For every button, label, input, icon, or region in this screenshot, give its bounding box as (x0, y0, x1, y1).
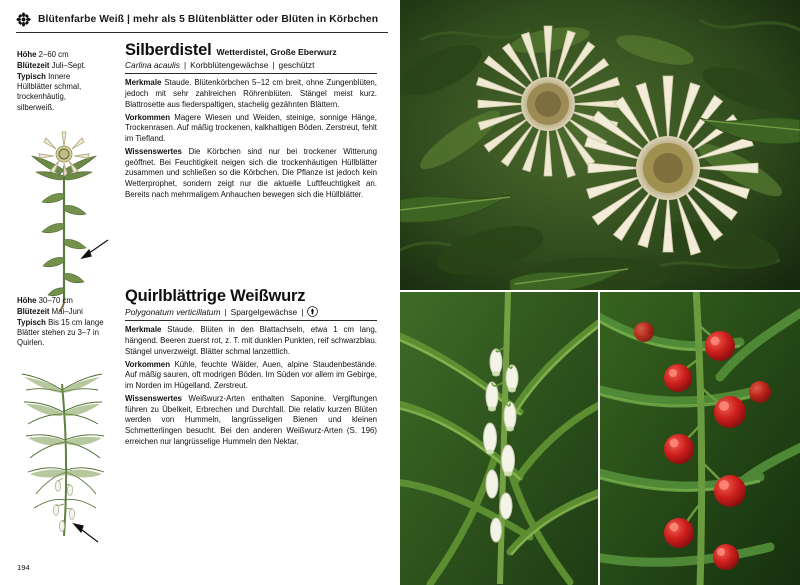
section-merkmale (125, 78, 377, 110)
page-header (16, 8, 388, 30)
fact-value-bluetezeit: Mai–Juni (51, 306, 83, 316)
header-title: Blütenfarbe Weiß | mehr als 5 Blütenblätter oder Blüten in Körbchen (38, 13, 379, 25)
section-wissenswertes (125, 394, 377, 447)
species-description (125, 42, 377, 203)
species-name-block (125, 42, 377, 59)
fact-value-typisch: Bis 15 cm lange Blätter stehen zu 3–7 in Quirlen. (17, 317, 104, 348)
separator: | (301, 306, 304, 317)
pointer-arrow (74, 524, 98, 542)
section-text: Staude. Blüten in den Blattachseln, etwa 1 cm lang, hängend. Beeren zuerst rot, z. T. mit dunklen Punkten, reif schwarzblau. Stängel unverzweigt. Blätter schmal lanzettlich. (125, 325, 377, 356)
fact-label-hoehe: Höhe (17, 50, 37, 59)
section-text: Kühle, feuchte Wälder, Auen, alpine Staudenbestände. Auf mäßig sauren, oft modrigen Böden. Im Süden vor allem im Gebirge, im Norden im Hügelland. Zerstreut. (125, 359, 377, 390)
species-family: Spargelgewächse (230, 306, 298, 317)
photo-weisswurz-berries (600, 292, 800, 585)
fact-value-bluetezeit: Juli–Sept. (51, 60, 86, 70)
fact-value-typisch: Innere Hüllblätter schmal, trockenhäutig, silberweiß. (17, 71, 82, 112)
fact-label-typisch: Typisch (17, 317, 46, 327)
fact-label-bluetezeit: Blütezeit (17, 306, 50, 316)
species-facts (17, 296, 105, 349)
section-label: Vorkommen (125, 112, 171, 122)
fact-label-bluetezeit: Blütezeit (17, 60, 50, 70)
photo-weisswurz-plant (400, 292, 598, 585)
pointer-arrow (82, 240, 108, 258)
silberdistel-illustration (12, 122, 116, 312)
section-text: Weißwurz-Arten enthalten Saponine. Vergiftungen führen zu Übelkeit, Erbrechen und Durchfall. Die relativ kurzen Blüten werden von Hummeln, langrüsseligen Bienen und kleinen Schmetterlingen besucht. Bei den anderen Weißwurz-Arten (S. 196) erreichen nur langrüsselige Hummeln den Nektar. (125, 394, 377, 446)
section-label: Merkmale (125, 78, 162, 88)
separator: | (224, 306, 227, 317)
species-latin-line (125, 60, 377, 70)
section-label: Merkmale (125, 325, 162, 335)
species-common-name: Silberdistel (125, 41, 212, 59)
species-alt-names: Wetterdistel, Große Eberwurz (216, 47, 337, 57)
section-text: Die Körbchen sind nur bei trockener Witterung geöffnet. Bei Feuchtigkeit neigen sich die trockenhäutigen Hüllblätter zusammen und schließen so die Körbchen. Die Pflanze ist jedoch kein Wetterprophet, sondern zeigt nur die aktuelle Luftfeuchtigkeit an. Bereits nach mehrmaligem Anhauchen bewegen sich die Hüllblätter. (125, 147, 377, 199)
species-status: geschützt (278, 60, 315, 71)
section-label: Wissenswertes (125, 394, 182, 404)
species-latin-name: Carlina acaulis (125, 60, 180, 71)
separator: | (272, 60, 275, 71)
separator: | (183, 60, 187, 71)
section-label: Vorkommen (125, 359, 171, 369)
text-column (0, 0, 398, 585)
fact-label-hoehe: Höhe (17, 296, 37, 305)
section-label: Wissenswertes (125, 147, 182, 157)
species-latin-line (125, 306, 377, 317)
species-facts (17, 50, 105, 114)
species-name-block (125, 288, 377, 305)
fact-value-hoehe: 30–70 cm (38, 296, 73, 305)
fact-label-typisch: Typisch (17, 71, 46, 81)
protected-icon (307, 306, 318, 317)
species-divider (125, 320, 377, 321)
species-family: Korbblütengewächse (190, 60, 269, 71)
header-divider (16, 32, 388, 33)
section-text: Magere Wiesen und Weiden, steinige, sonnige Hänge, Trockenrasen. Auf mäßig trockenen, kalkhaltigen Böden. Zerstreut, fehlt im Tiefland. (125, 112, 377, 144)
photo-silberdistel-flowers (400, 0, 800, 290)
weisswurz-illustration (12, 366, 116, 566)
species-common-name: Quirlblättrige Weißwurz (125, 287, 306, 305)
section-merkmale (125, 325, 377, 357)
fact-value-hoehe: 2–60 cm (38, 50, 69, 59)
flower-icon (16, 12, 31, 27)
section-vorkommen (125, 360, 377, 392)
species-divider (125, 73, 377, 74)
species-description (125, 288, 377, 450)
section-text: Staude. Blütenkörbchen 5–12 cm breit, ohne Zungenblüten, jedoch mit sehr zahlreichen Röhrenblüten. Stängel meist kurz. Blattrosette aus fiederspaltigen, stachelig gezähnten Blättern. (125, 78, 377, 109)
section-wissenswertes (125, 147, 377, 200)
page-number: 194 (17, 563, 30, 572)
section-vorkommen (125, 113, 377, 145)
species-latin-name: Polygonatum verticillatum (125, 306, 221, 317)
